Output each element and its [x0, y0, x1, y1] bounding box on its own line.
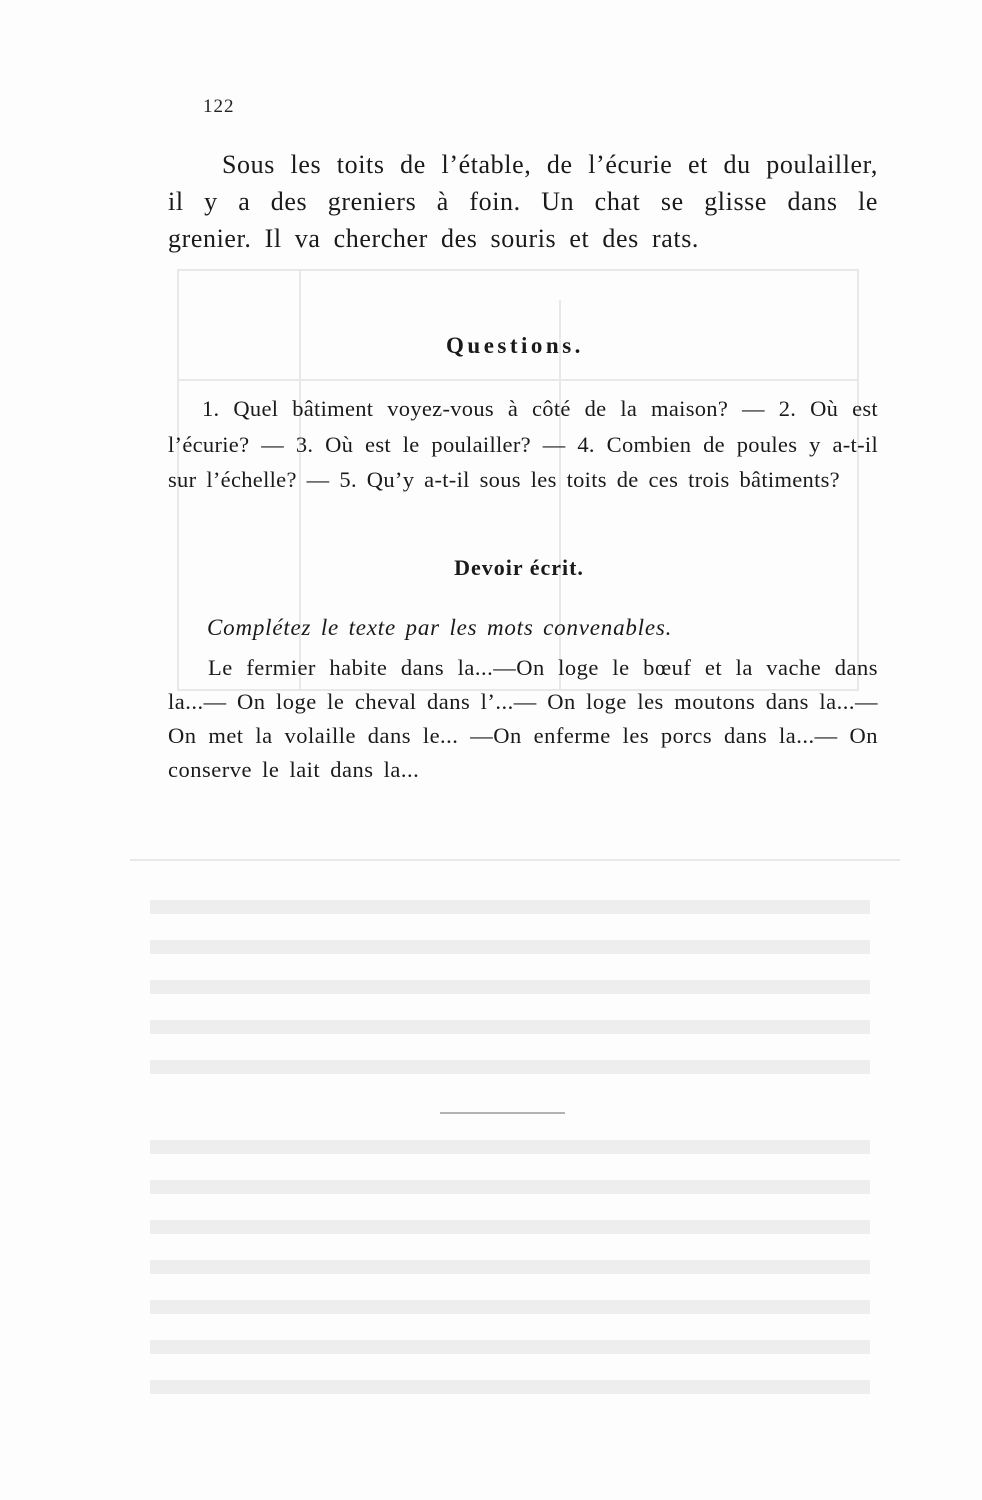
page-number: 122 — [203, 96, 235, 117]
devoir-heading: Devoir écrit. — [454, 555, 584, 580]
exercise-paragraph: Le fermier habite dans la...—On loge le bœuf et la vache dans la...— On loge le cheval dans l’...— On loge les moutons dans la...— On met la volaille dans le... —On enferme les porcs dans la...— On conserve le lait dans la... — [168, 655, 878, 782]
devoir-instruction: Complétez le texte par les mots convenables. — [207, 615, 673, 640]
questions-paragraph: 1. Quel bâtiment voyez-vous à côté de la maison? — 2. Où est l’écurie? — 3. Où est le poulailler? — 4. Combien de poules y a-t-il sur l’échelle? — 5. Qu’y a-t-il sous les toits de ces trois bâtiments? — [168, 396, 878, 492]
questions-heading: Questions. — [446, 333, 584, 358]
intro-paragraph: Sous les toits de l’étable, de l’écurie et du poulailler, il y a des greniers à foin. Un chat se glisse dans le grenier. Il va chercher des souris et des rats. — [168, 150, 878, 253]
